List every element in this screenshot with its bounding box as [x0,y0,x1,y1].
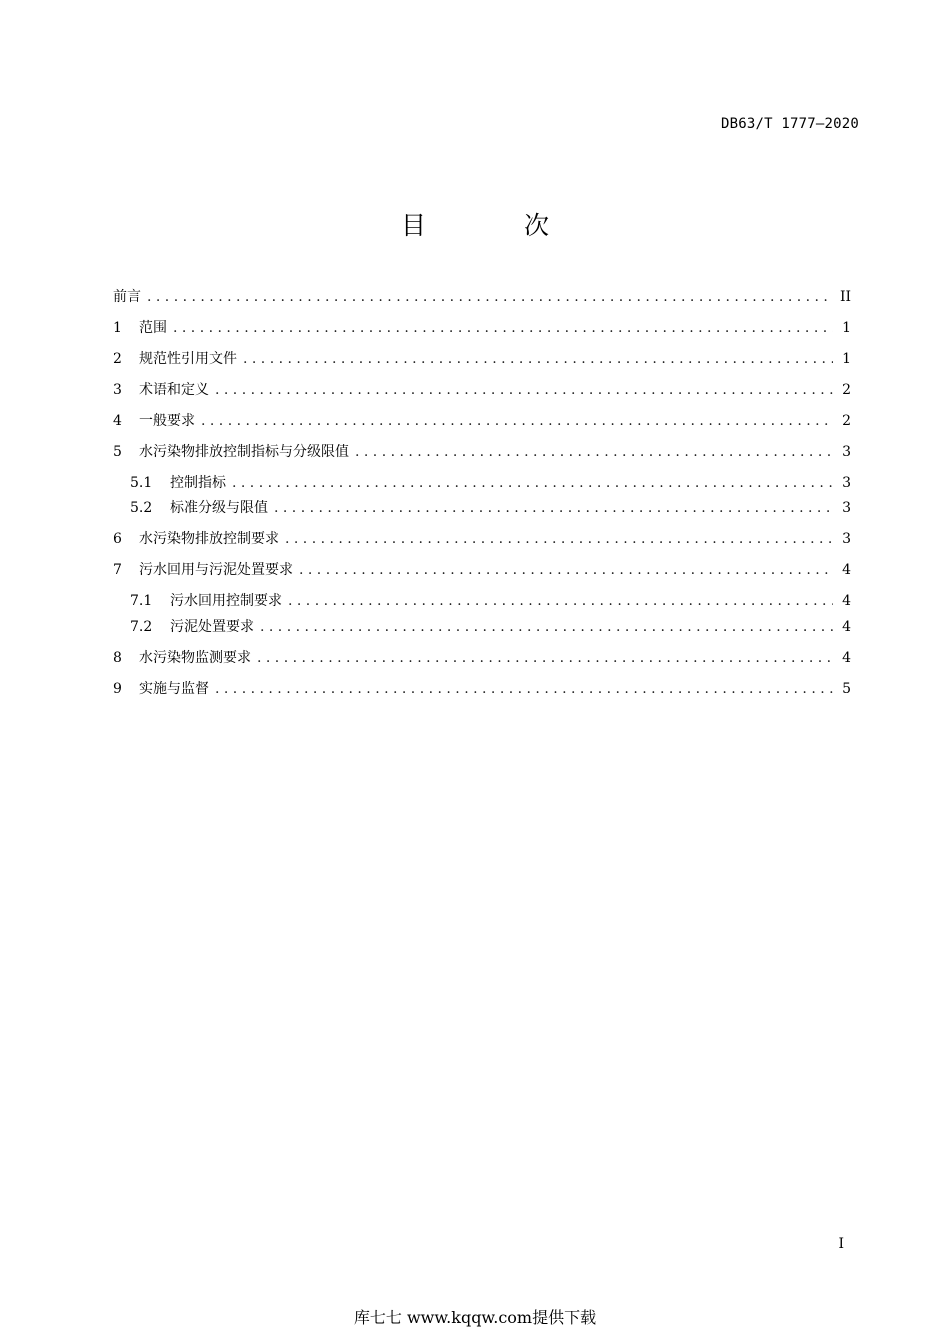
toc-entry-number: 6 [113,531,122,547]
toc-entry-foreword[interactable] [113,286,851,308]
toc-entry-number: 2 [113,351,122,367]
toc-entry-page: 4 [842,619,851,635]
toc-entry-number: 5.1 [130,475,153,491]
toc-entry-title: 术语和定义 [139,382,209,398]
toc-entry-title: 标准分级与限值 [170,500,268,516]
toc-leader-dots [201,410,833,432]
toc-entry-title: 实施与监督 [139,681,209,697]
toc-leader-dots [215,678,833,700]
toc-leader-dots [274,497,833,519]
toc-entry-number: 8 [113,650,122,666]
toc-leader-dots [257,647,833,669]
toc-entry-title: 水污染物监测要求 [139,650,251,666]
toc-leader-dots [299,559,833,581]
toc-entry-7-2[interactable] [130,616,851,638]
toc-leader-dots [288,590,833,612]
toc-entry-number: 7.1 [130,593,153,609]
toc-entry-1[interactable] [113,317,851,339]
toc-entry-page: 2 [842,413,851,429]
toc-leader-dots [215,379,833,401]
toc-entry-5-2[interactable] [130,497,851,519]
toc-entry-4[interactable] [113,410,851,432]
page-number: I [838,1236,844,1252]
toc-entry-number: 7 [113,562,122,578]
toc-entry-title: 水污染物排放控制要求 [139,531,279,547]
toc-leader-dots [147,286,833,308]
toc-entry-7[interactable] [113,559,851,581]
toc-entry-6[interactable] [113,528,851,550]
page-title: 目 次 [401,211,594,240]
toc-leader-dots [173,317,833,339]
toc-entry-title: 规范性引用文件 [139,351,237,367]
toc-entry-page: 4 [842,593,851,609]
toc-entry-title: 控制指标 [170,475,226,491]
toc-entry-number: 3 [113,382,122,398]
toc-entry-7-1[interactable] [130,590,851,612]
toc-entry-title: 范围 [139,320,167,336]
toc-entry-number: 5 [113,444,122,460]
toc-leader-dots [243,348,833,370]
toc-entry-page: 5 [842,681,851,697]
toc-entry-number: 4 [113,413,122,429]
toc-entry-9[interactable] [113,678,851,700]
toc-entry-title: 污水回用与污泥处置要求 [139,562,293,578]
toc-entry-page: 1 [842,351,851,367]
document-id: DB63/T 1777—2020 [720,116,859,132]
toc-leader-dots [260,616,833,638]
footer-watermark: 库七七 www.kqqw.com提供下载 [353,1308,597,1327]
toc-leader-dots [285,528,833,550]
toc-entry-3[interactable] [113,379,851,401]
toc-entry-5-1[interactable] [130,472,851,494]
toc-entry-number: 7.2 [130,619,153,635]
toc-entry-number: 9 [113,681,122,697]
toc-entry-page: II [839,289,851,305]
toc-entry-title: 水污染物排放控制指标与分级限值 [139,444,349,460]
toc-entry-5[interactable] [113,441,851,463]
toc-leader-dots [232,472,833,494]
toc-entry-title: 前言 [113,289,141,305]
toc-entry-title: 污水回用控制要求 [170,593,282,609]
toc-entry-number: 5.2 [130,500,153,516]
toc-entry-page: 4 [842,562,851,578]
toc-entry-page: 3 [842,500,851,516]
toc-entry-page: 1 [842,320,851,336]
toc-entry-title: 一般要求 [139,413,195,429]
toc-entry-number: 1 [113,320,122,336]
toc-entry-page: 2 [842,382,851,398]
toc-entry-title: 污泥处置要求 [170,619,254,635]
toc-entry-page: 3 [842,475,851,491]
toc-leader-dots [355,441,833,463]
toc-entry-2[interactable] [113,348,851,370]
toc-entry-8[interactable] [113,647,851,669]
toc-entry-page: 3 [842,531,851,547]
toc-entry-page: 4 [842,650,851,666]
toc-entry-page: 3 [842,444,851,460]
